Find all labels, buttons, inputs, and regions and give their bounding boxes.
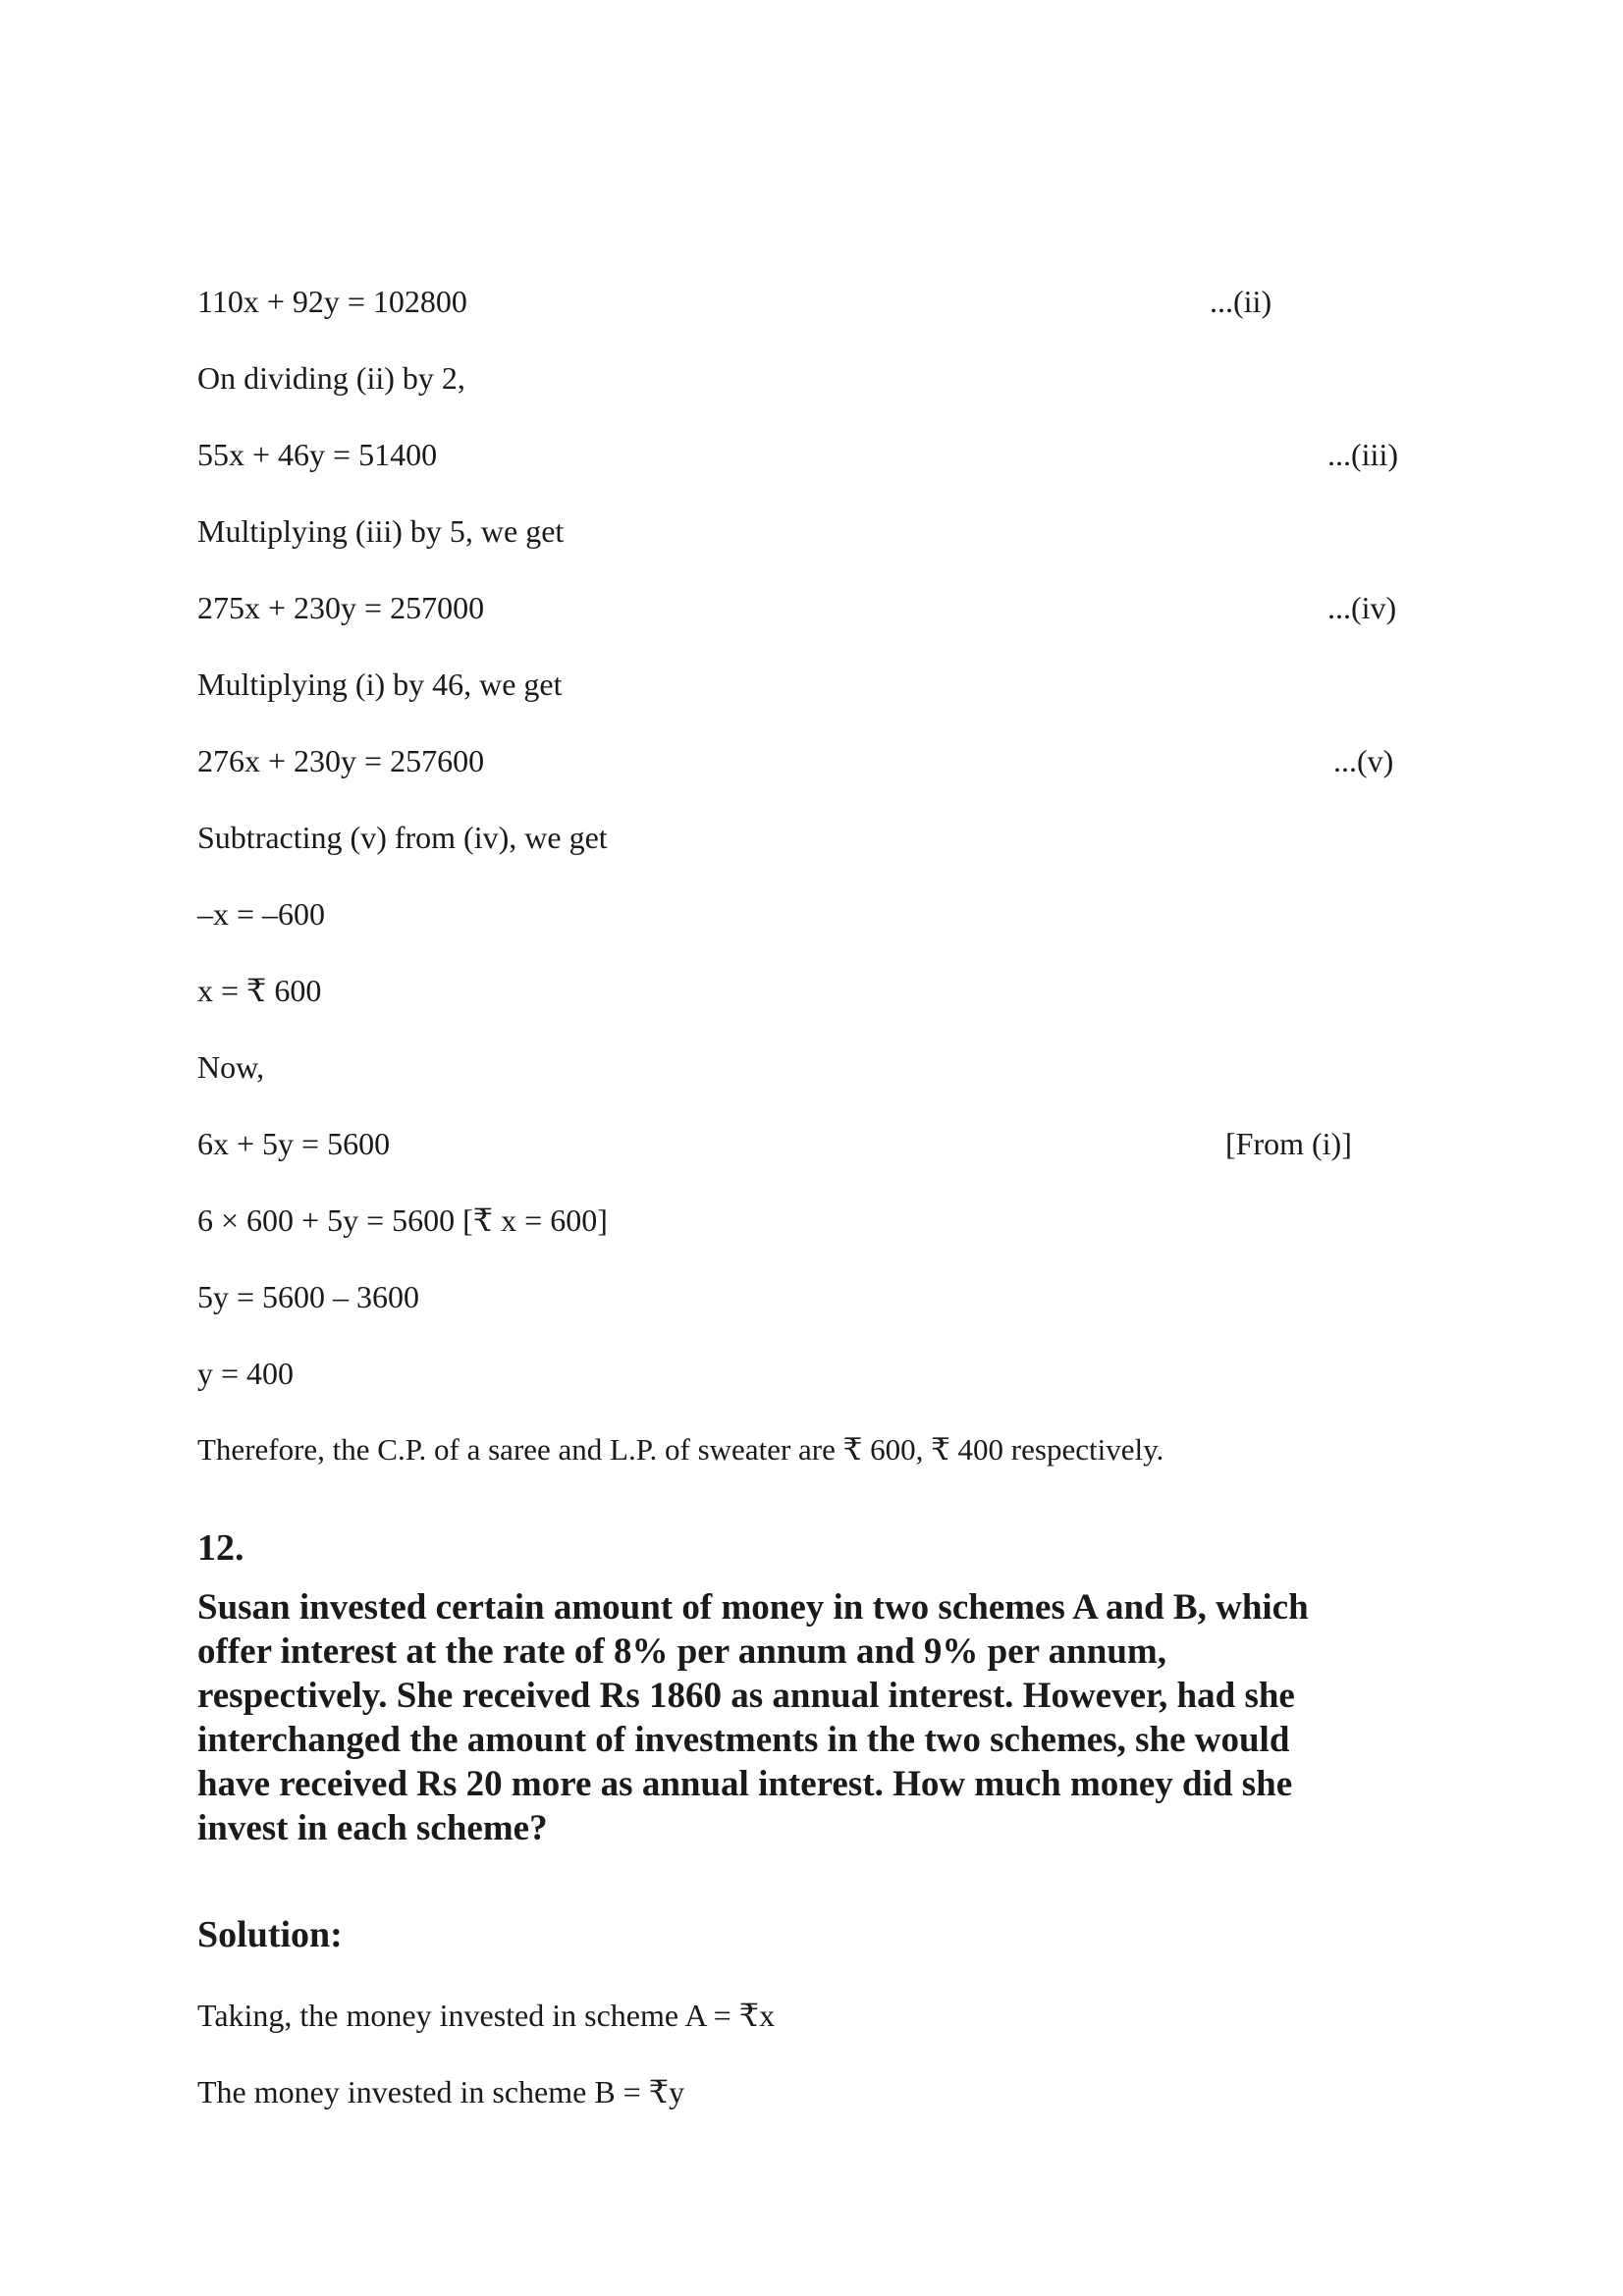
step-line: 276x + 230y = 257600: [197, 743, 485, 778]
step-line: On dividing (ii) by 2,: [197, 360, 465, 396]
question-line: invest in each scheme?: [197, 1808, 548, 1848]
step-line: 275x + 230y = 257000: [197, 590, 485, 625]
equation-tag: ...(iii): [1327, 437, 1398, 472]
question-text: [197, 1585, 1425, 1850]
equation-tag: [From (i)]: [1225, 1126, 1352, 1161]
equation-tag: ...(v): [1333, 743, 1394, 778]
equation-tag: ...(ii): [1210, 284, 1272, 319]
step-line: 6x + 5y = 5600: [197, 1126, 391, 1161]
question-line: Susan invested certain amount of money in two schemes A and B, which: [197, 1587, 1309, 1628]
equation-tag: ...(iv): [1327, 590, 1397, 625]
step-line: Multiplying (iii) by 5, we get: [197, 513, 565, 549]
step-line: y = 400: [197, 1356, 295, 1391]
step-line: –x = –600: [197, 896, 326, 932]
question-line: offer interest at the rate of 8% per annum and 9% per annum,: [197, 1631, 1166, 1672]
conclusion-line: Therefore, the C.P. of a saree and L.P. of sweater are ₹ 600, ₹ 400 respectively.: [197, 1432, 1164, 1467]
step-line: Now,: [197, 1049, 265, 1085]
solution-line: Taking, the money invested in scheme A = ₹x: [197, 1998, 776, 2033]
question-line: interchanged the amount of investments in the two schemes, she would: [197, 1720, 1290, 1760]
step-line: x = ₹ 600: [197, 973, 322, 1008]
question-number: 12.: [197, 1527, 244, 1569]
step-line: 5y = 5600 – 3600: [197, 1279, 420, 1314]
solution-heading: Solution:: [197, 1914, 343, 1955]
solution-line: The money invested in scheme B = ₹y: [197, 2074, 685, 2109]
step-line: 6 × 600 + 5y = 5600 [₹ x = 600]: [197, 1202, 608, 1238]
question-line: respectively. She received Rs 1860 as annual interest. However, had she: [197, 1676, 1295, 1716]
question-line: have received Rs 20 more as annual interest. How much money did she: [197, 1764, 1293, 1804]
step-line: 110x + 92y = 102800: [197, 284, 467, 319]
step-line: 55x + 46y = 51400: [197, 437, 438, 472]
step-line: Multiplying (i) by 46, we get: [197, 667, 563, 702]
step-line: Subtracting (v) from (iv), we get: [197, 820, 608, 855]
